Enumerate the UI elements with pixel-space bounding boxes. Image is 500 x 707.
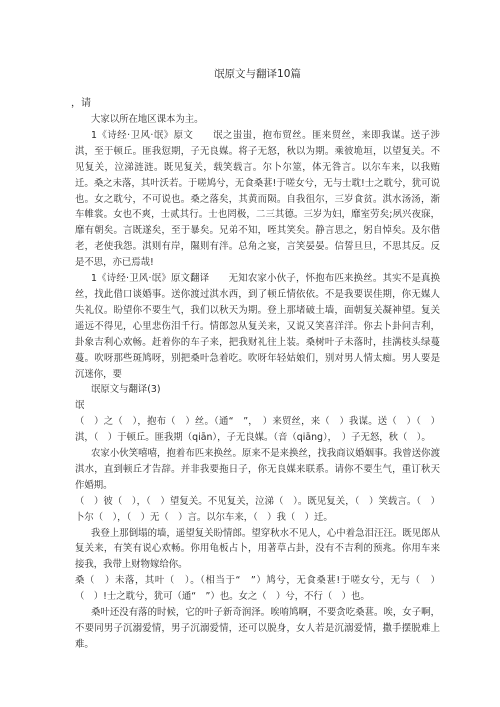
- page-title: 氓原文与翻译10篇: [214, 68, 301, 80]
- fill-in-paragraph: （ ）之（ ），抱布（ ）丝。（通“ ”， ）来贸丝，来（ ）我谋。送（ ）（ ）淇，（ ）于顿丘。匪我期（qiān），子无良媒。（音（qiāng）， ）子无怒，秋（ ）。: [75, 416, 440, 444]
- poem-title: 氓: [75, 400, 85, 412]
- fill-in-paragraph: 桑（ ）未落，其叶（ ）。（相当于“ ”）鸠兮，无食桑葚!于嗟女兮，无与（ ）（ ）!士之耽兮，犹可（通“ ”）也。女之（ ）兮，不行（ ）也。: [75, 575, 440, 603]
- paragraph: 1《诗经·卫风·氓》原文翻译 无知农家小伙子，怀抱布匹来换丝。其实不是真换丝，找此借口谈婚事。送你渡过淇水西，到了顿丘情依依。不是我要误佳期，你无媒人失礼仪。盼望你不要生气，我们以秋天为期。登上那堵破土墙，面朝复关凝神望。复关遥远不得见，心里悲伤泪千行。情郎忽从复关来，又说又笑喜洋洋。你去卜卦问吉利，卦象吉利心欢畅。赶着你的车子来，把我财礼往上装。桑树叶子未落时，挂满枝头绿蔓蔓。吹呀那些斑鸠呀，别把桑叶急着吃。吹呀年轻姑娘们，别对男人情太痴。男人要是沉迷你，要: [75, 273, 440, 380]
- paragraph: 桑叶还没有落的时候，它的叶子新奇润泽。唉唷鸠啊，不要贪吃桑葚。唉，女子啊，不要同男子沉溺爱情，男子沉溺爱情，还可以脱身，女人若是沉溺爱情，撒手摆脱难上难。: [75, 607, 440, 650]
- paragraph: 农家小伙笑嘻嘻，抱着布匹来换丝。原来不是来换丝，找我商议婚姻事。我曾送你渡淇水，直到顿丘才告辞。并非我要拖日子，你无良媒来联系。请你不要生气，重订秋天作婚期。: [75, 448, 440, 491]
- paragraph: 大家以所在地区课本为主。: [90, 114, 204, 125]
- section-heading: 氓原文与翻译(3): [90, 384, 161, 396]
- paragraph: 我登上那倒塌的墙，遥望复关盼情郎。望穿秋水不见人，心中着急泪汪汪。既见郎从复关来，有笑有说心欢畅。你用龟板占卜，用著草占卦，没有不吉利的预兆。你用车来接我，我带上财物嫁给你。: [75, 527, 440, 571]
- paragraph: 1《诗经·卫风·氓》原文 氓之蚩蚩，抱布贸丝。匪来贸丝，来即我谋。送子涉淇，至于顿丘。匪我愆期，子无良媒。将子无怒，秋以为期。乘彼垝垣，以望复关。不见复关，泣涕涟涟。既见复关，载笑载言。尔卜尔筮，体无咎言。以尔车来，以我贿迁。桑之未落，其叶沃若。于嗟鸠兮，无食桑葚!于嗟女兮，无与士耽!士之耽兮，犹可说也。女之耽兮，不可说也。桑之落矣，其黄而陨。自我徂尔，三岁食贫。淇水汤汤，渐车帷裳。女也不爽，士贰其行。士也罔极，二三其德。三岁为妇，靡室劳矣;夙兴夜寐，靡有朝矣。言既遂矣，至于暴矣。兄弟不知，咥其笑矣。静言思之，躬自悼矣。及尔偕老，老使我怨。淇则有岸，隰则有泮。总角之宴，言笑晏晏。信誓旦旦，不思其反。反是不思，亦已焉哉!: [75, 129, 440, 269]
- note-text: ，请: [71, 98, 91, 109]
- fill-in-paragraph: （ ）彼（ ），（ ）望复关。不见复关，泣涕（ ）。既见复关，（ ）笑载言。（ ）卜尔（ ），（ ）无（ ）言。以尔车来，（ ）我（ ）迁。: [75, 495, 440, 523]
